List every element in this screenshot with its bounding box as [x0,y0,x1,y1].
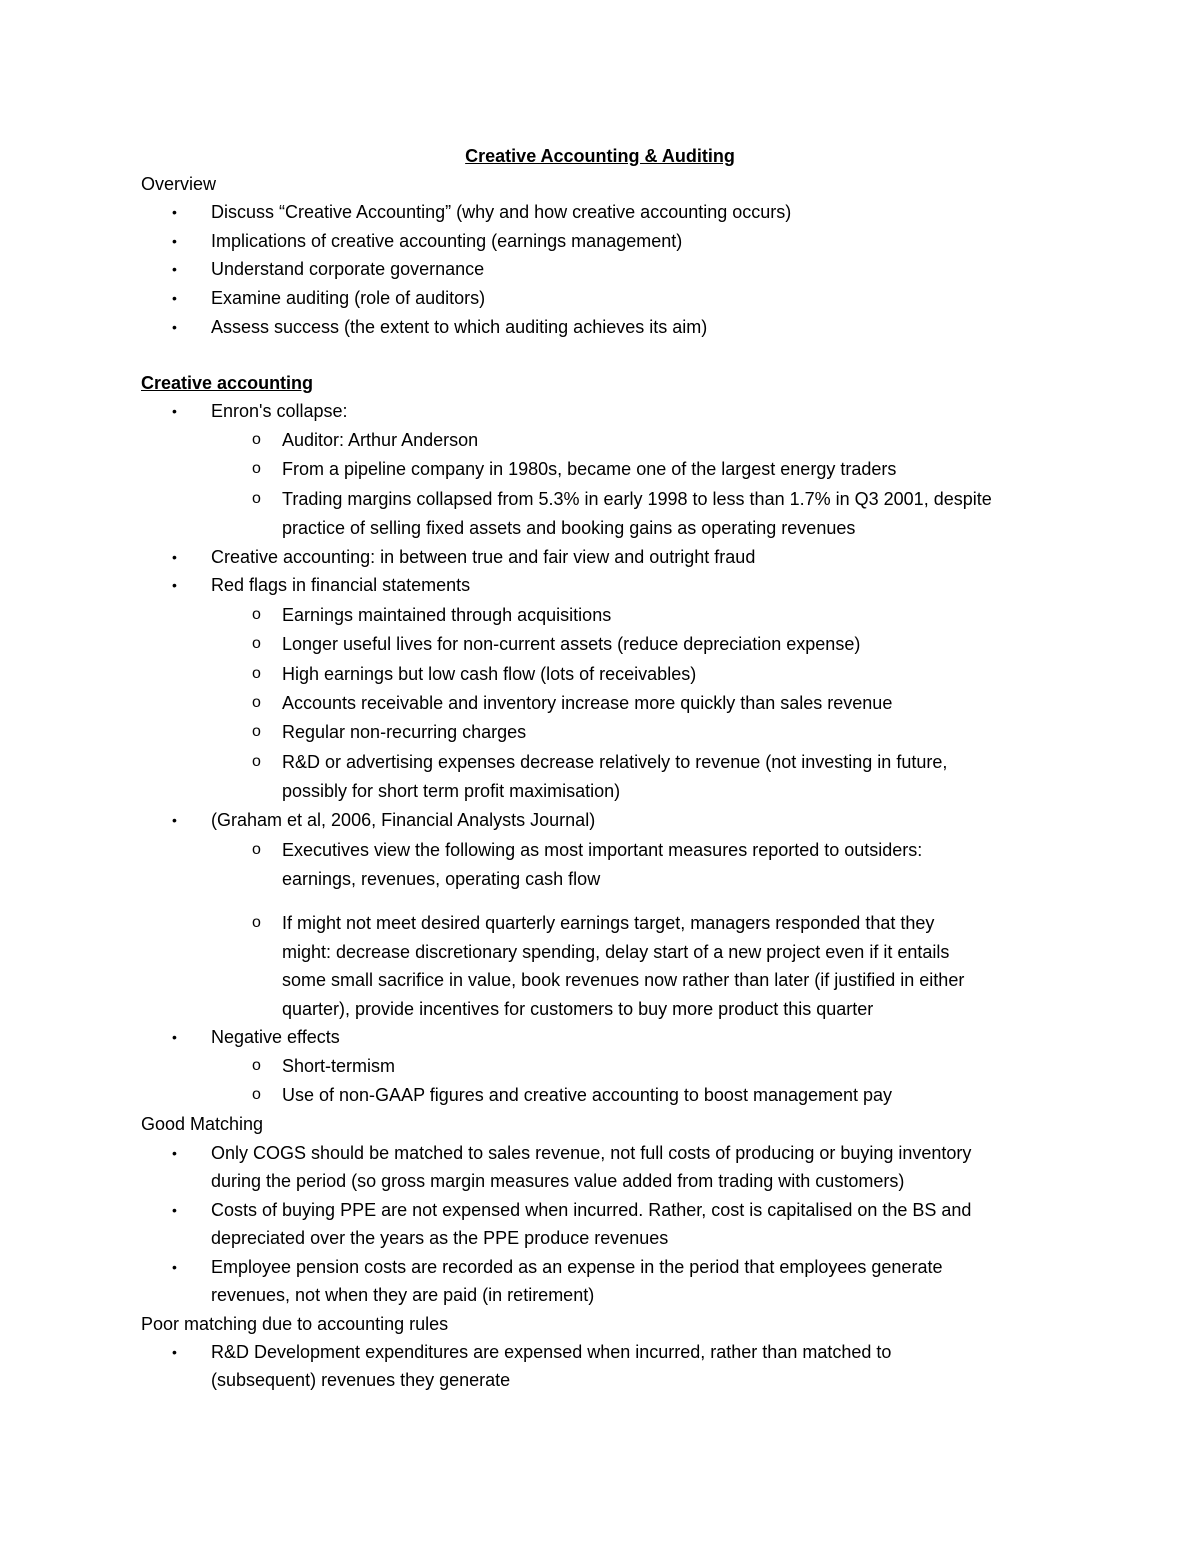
bullet-icon: • [172,204,177,220]
bullet-icon: • [172,403,177,419]
sub-bullet-icon: o [252,723,261,740]
good-matching-item-continued: depreciated over the years as the PPE produce revenues [211,1228,669,1248]
red-flags-item: Red flags in financial statements [211,575,471,595]
bullet-icon: • [172,290,177,306]
overview-item: Understand corporate governance [211,259,485,279]
sub-bullet-icon: o [252,1086,261,1103]
red-flag-sub-item: Longer useful lives for non-current assets (reduce depreciation expense) [282,634,861,654]
overview-item: Implications of creative accounting (earnings management) [211,231,683,251]
good-matching-item: Only COGS should be matched to sales revenue, not full costs of producing or buying inventory [211,1143,972,1163]
poor-matching-heading: Poor matching due to accounting rules [141,1314,449,1334]
good-matching-item: Costs of buying PPE are not expensed when incurred. Rather, cost is capitalised on the BS and [211,1200,972,1220]
graham-sub-item-continued: some small sacrifice in value, book revenues now rather than later (if justified in either [282,970,965,990]
sub-bullet-icon: o [252,841,261,858]
sub-bullet-icon: o [252,606,261,623]
negative-sub-item: Short-termism [282,1056,396,1076]
red-flag-sub-item: Regular non-recurring charges [282,722,527,742]
red-flag-sub-item: R&D or advertising expenses decrease relatively to revenue (not investing in future, [282,752,948,772]
sub-bullet-icon: o [252,431,261,448]
bullet-icon: • [172,1259,177,1275]
graham-sub-item: Executives view the following as most important measures reported to outsiders: [282,840,923,860]
sub-bullet-icon: o [252,635,261,652]
bullet-icon: • [172,1029,177,1045]
graham-sub-item: If might not meet desired quarterly earnings target, managers responded that they [282,913,935,933]
sub-bullet-icon: o [252,694,261,711]
enron-item: Enron's collapse: [211,401,348,421]
bullet-icon: • [172,1145,177,1161]
bullet-icon: • [172,549,177,565]
definition-item: Creative accounting: in between true and fair view and outright fraud [211,547,756,567]
graham-sub-item-continued: might: decrease discretionary spending, delay start of a new project even if it entails [282,942,950,962]
negative-sub-item: Use of non-GAAP figures and creative accounting to boost management pay [282,1085,893,1105]
good-matching-item: Employee pension costs are recorded as an expense in the period that employees generate [211,1257,943,1277]
bullet-icon: • [172,1344,177,1360]
enron-sub-item-continued: practice of selling fixed assets and booking gains as operating revenues [282,518,856,538]
enron-sub-item: From a pipeline company in 1980s, became one of the largest energy traders [282,459,897,479]
sub-bullet-icon: o [252,1057,261,1074]
enron-sub-item: Auditor: Arthur Anderson [282,430,479,450]
bullet-icon: • [172,261,177,277]
sub-bullet-icon: o [252,490,261,507]
graham-item: (Graham et al, 2006, Financial Analysts Journal) [211,810,596,830]
document-title: Creative Accounting & Auditing [465,146,735,166]
red-flag-sub-item: Accounts receivable and inventory increase more quickly than sales revenue [282,693,893,713]
creative-accounting-heading: Creative accounting [141,373,314,393]
bullet-icon: • [172,319,177,335]
bullet-icon: • [172,1202,177,1218]
red-flag-sub-item-continued: possibly for short term profit maximisation) [282,781,621,801]
graham-sub-item-continued: earnings, revenues, operating cash flow [282,869,601,889]
overview-item: Discuss “Creative Accounting” (why and how creative accounting occurs) [211,202,792,222]
sub-bullet-icon: o [252,665,261,682]
overview-heading: Overview [141,174,217,194]
good-matching-item-continued: during the period (so gross margin measures value added from trading with customers) [211,1171,905,1191]
bullet-icon: • [172,577,177,593]
enron-sub-item: Trading margins collapsed from 5.3% in early 1998 to less than 1.7% in Q3 2001, despite [282,489,992,509]
good-matching-item-continued: revenues, not when they are paid (in retirement) [211,1285,595,1305]
red-flag-sub-item: Earnings maintained through acquisitions [282,605,612,625]
sub-bullet-icon: o [252,753,261,770]
graham-sub-item-continued: quarter), provide incentives for customers to buy more product this quarter [282,999,874,1019]
bullet-icon: • [172,812,177,828]
bullet-icon: • [172,233,177,249]
negative-effects-item: Negative effects [211,1027,340,1047]
red-flag-sub-item: High earnings but low cash flow (lots of receivables) [282,664,697,684]
overview-item: Assess success (the extent to which auditing achieves its aim) [211,317,708,337]
poor-matching-item: R&D Development expenditures are expensed when incurred, rather than matched to [211,1342,892,1362]
poor-matching-item-continued: (subsequent) revenues they generate [211,1370,511,1390]
good-matching-heading: Good Matching [141,1114,264,1134]
sub-bullet-icon: o [252,914,261,931]
sub-bullet-icon: o [252,460,261,477]
overview-item: Examine auditing (role of auditors) [211,288,486,308]
